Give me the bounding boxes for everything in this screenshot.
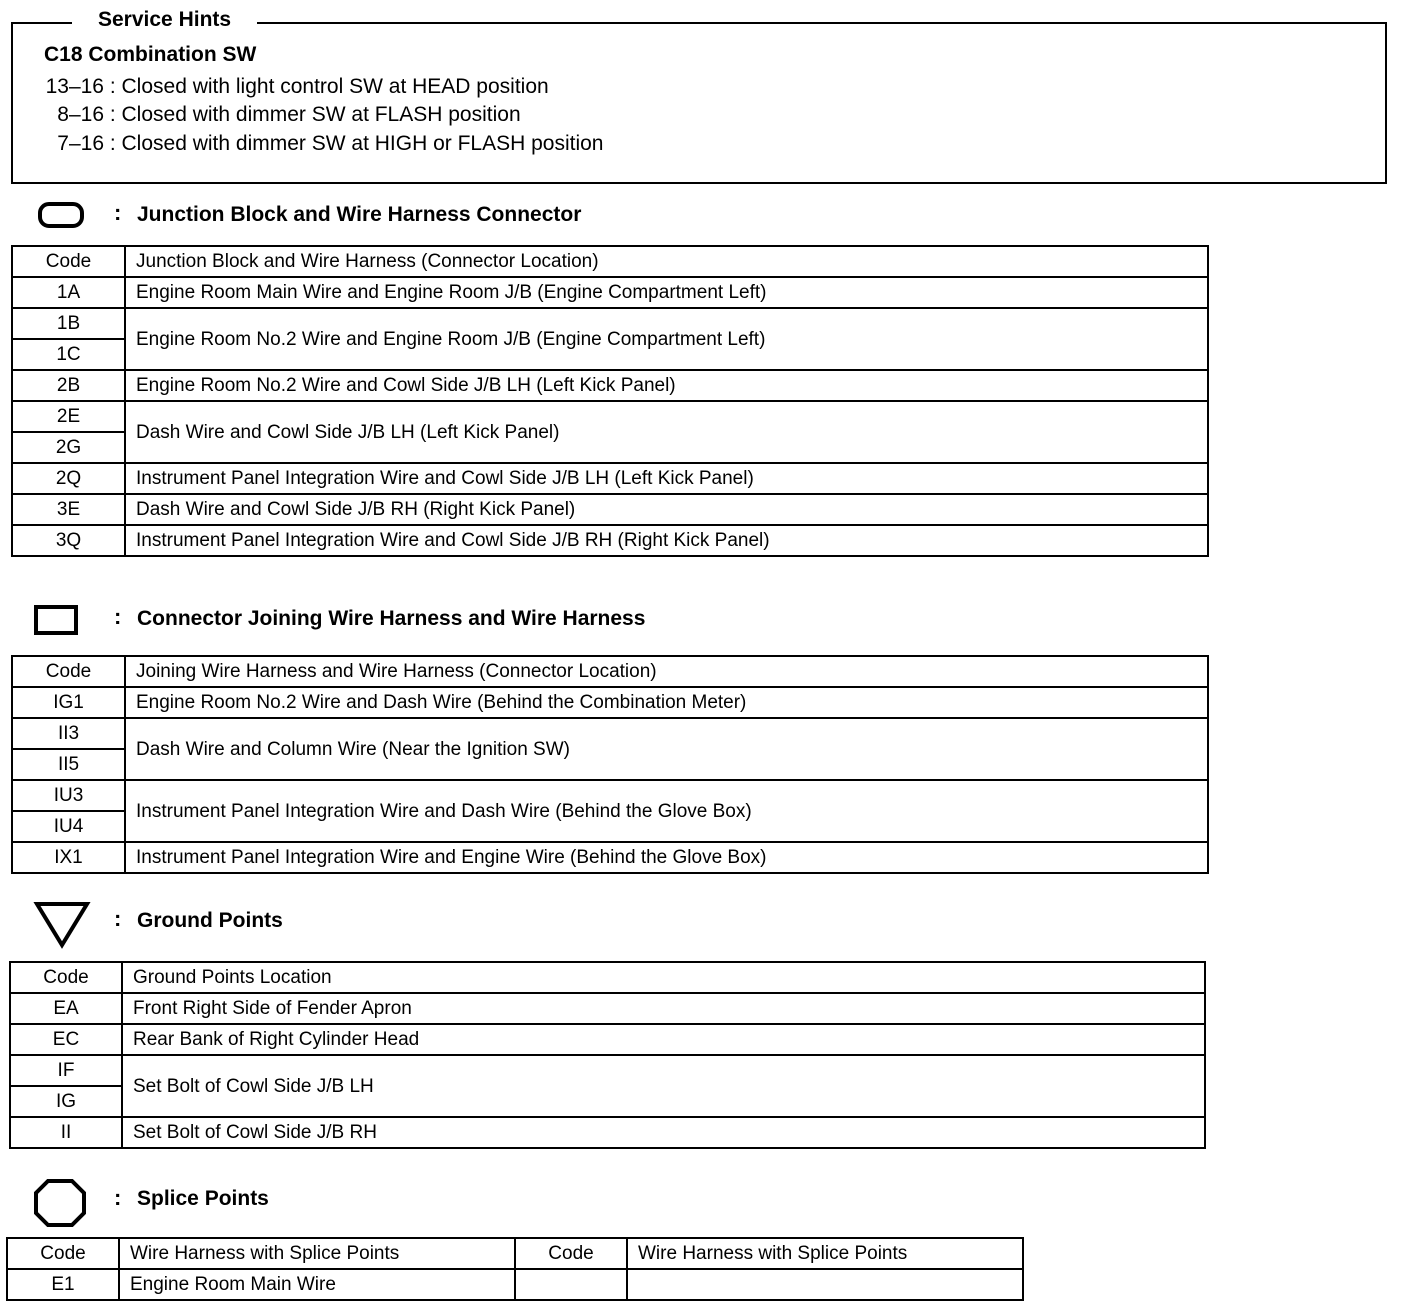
junction-block-title: Junction Block and Wire Harness Connector <box>137 203 582 226</box>
triangle-down-icon <box>30 898 94 950</box>
hint-line <box>30 102 521 128</box>
header-code: Code <box>12 656 125 687</box>
table-row <box>10 1055 1205 1086</box>
row-desc: Engine Room No.2 Wire and Cowl Side J/B LH (Left Kick Panel) <box>125 370 1208 401</box>
splice-points-title: Splice Points <box>137 1187 269 1210</box>
row-code: 2B <box>12 370 125 401</box>
row-code: 1C <box>12 339 125 370</box>
header-code: Code <box>12 246 125 277</box>
row-code: 2G <box>12 432 125 463</box>
row-desc: Instrument Panel Integration Wire and Cowl Side J/B RH (Right Kick Panel) <box>125 525 1208 556</box>
row-code: EC <box>10 1024 122 1055</box>
table-header-row <box>7 1238 1023 1269</box>
heading-colon: : <box>114 604 122 629</box>
row-desc: Engine Room No.2 Wire and Engine Room J/B (Engine Compartment Left) <box>125 308 1208 370</box>
hint-pins: 8–16 <box>57 103 104 126</box>
table-row <box>12 687 1208 718</box>
header-code: Code <box>7 1238 119 1269</box>
row-desc: Engine Room Main Wire <box>119 1269 515 1300</box>
header-desc: Junction Block and Wire Harness (Connector Location) <box>125 246 1208 277</box>
row-code: II <box>10 1117 122 1148</box>
row-code: 1A <box>12 277 125 308</box>
row-code: EA <box>10 993 122 1024</box>
table-row <box>12 842 1208 873</box>
row-code: II3 <box>12 718 125 749</box>
row-code: IG1 <box>12 687 125 718</box>
table-row <box>12 525 1208 556</box>
row-desc: Dash Wire and Cowl Side J/B RH (Right Kick Panel) <box>125 494 1208 525</box>
table-header-row <box>12 656 1208 687</box>
row-code: IX1 <box>12 842 125 873</box>
row-code: 3Q <box>12 525 125 556</box>
hint-text: : Closed with dimmer SW at HIGH or FLASH position <box>104 132 604 155</box>
table-row <box>10 993 1205 1024</box>
hint-pins: 13–16 <box>45 75 104 98</box>
table-row <box>10 1024 1205 1055</box>
row-code: IG <box>10 1086 122 1117</box>
row-desc: Dash Wire and Cowl Side J/B LH (Left Kick Panel) <box>125 401 1208 463</box>
ground-points-table <box>9 961 1206 1149</box>
table-header-row <box>12 246 1208 277</box>
row-code <box>515 1269 627 1300</box>
hint-pins: 7–16 <box>57 132 104 155</box>
table-row <box>12 370 1208 401</box>
header-desc: Wire Harness with Splice Points <box>627 1238 1023 1269</box>
junction-block-table <box>11 245 1209 557</box>
service-hints-title: Service Hints <box>72 8 257 32</box>
rectangle-icon <box>30 602 90 638</box>
header-code: Code <box>10 962 122 993</box>
row-code: E1 <box>7 1269 119 1300</box>
row-code: 3E <box>12 494 125 525</box>
row-desc: Dash Wire and Column Wire (Near the Ignition SW) <box>125 718 1208 780</box>
joining-connector-table <box>11 655 1209 874</box>
splice-points-table <box>6 1237 1024 1301</box>
table-row <box>12 401 1208 432</box>
heading-colon: : <box>114 200 122 225</box>
rounded-rect-icon <box>30 198 90 234</box>
header-desc: Joining Wire Harness and Wire Harness (Connector Location) <box>125 656 1208 687</box>
row-desc <box>627 1269 1023 1300</box>
header-code: Code <box>515 1238 627 1269</box>
heading-colon: : <box>114 906 122 931</box>
heading-colon: : <box>114 1185 122 1210</box>
table-row <box>7 1269 1023 1300</box>
row-code: 2Q <box>12 463 125 494</box>
table-header-row <box>10 962 1205 993</box>
row-code: IU3 <box>12 780 125 811</box>
row-desc: Set Bolt of Cowl Side J/B RH <box>122 1117 1205 1148</box>
table-row <box>12 308 1208 339</box>
table-row <box>12 463 1208 494</box>
hint-line <box>30 131 603 157</box>
component-name: C18 Combination SW <box>44 43 257 66</box>
row-desc: Instrument Panel Integration Wire and Dash Wire (Behind the Glove Box) <box>125 780 1208 842</box>
row-desc: Instrument Panel Integration Wire and Cowl Side J/B LH (Left Kick Panel) <box>125 463 1208 494</box>
octagon-icon <box>30 1177 90 1229</box>
table-row <box>10 1117 1205 1148</box>
row-desc: Rear Bank of Right Cylinder Head <box>122 1024 1205 1055</box>
row-desc: Set Bolt of Cowl Side J/B LH <box>122 1055 1205 1117</box>
row-code: IU4 <box>12 811 125 842</box>
row-code: 1B <box>12 308 125 339</box>
table-row <box>12 494 1208 525</box>
joining-connector-title: Connector Joining Wire Harness and Wire Harness <box>137 607 646 630</box>
table-row <box>12 277 1208 308</box>
row-desc: Instrument Panel Integration Wire and Engine Wire (Behind the Glove Box) <box>125 842 1208 873</box>
ground-points-title: Ground Points <box>137 909 283 932</box>
row-desc: Front Right Side of Fender Apron <box>122 993 1205 1024</box>
hint-text: : Closed with light control SW at HEAD position <box>104 75 549 98</box>
header-desc: Wire Harness with Splice Points <box>119 1238 515 1269</box>
table-row <box>12 718 1208 749</box>
row-code: 2E <box>12 401 125 432</box>
hint-line <box>30 74 549 100</box>
row-desc: Engine Room Main Wire and Engine Room J/B (Engine Compartment Left) <box>125 277 1208 308</box>
row-code: IF <box>10 1055 122 1086</box>
row-code: II5 <box>12 749 125 780</box>
table-row <box>12 780 1208 811</box>
row-desc: Engine Room No.2 Wire and Dash Wire (Behind the Combination Meter) <box>125 687 1208 718</box>
hint-text: : Closed with dimmer SW at FLASH position <box>104 103 521 126</box>
header-desc: Ground Points Location <box>122 962 1205 993</box>
